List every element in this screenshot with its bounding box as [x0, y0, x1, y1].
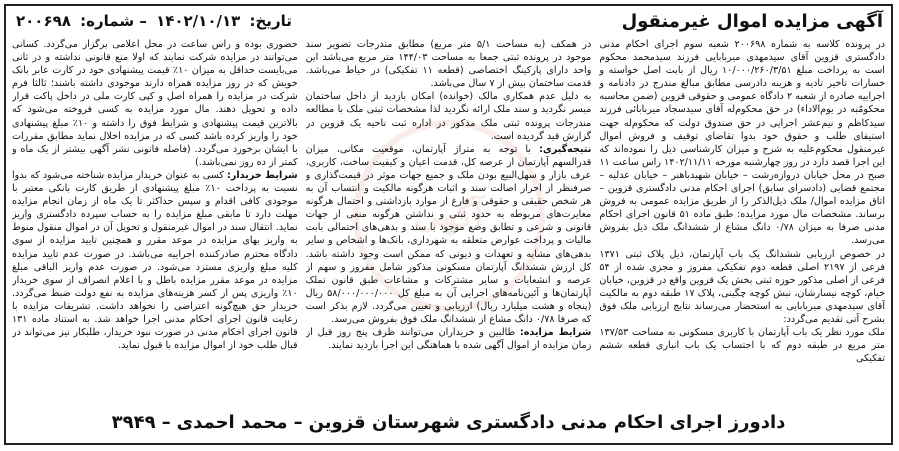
column-left: [12, 38, 298, 398]
paragraph: [306, 326, 592, 352]
notice-meta: [14, 12, 294, 30]
paragraph-text: کسی به عنوان خریدار مزایده شناخته می‌شود که بدوا نسبت به پرداخت ۱۰٪ مبلغ پیشنهادی از طریق کارت بانکی معتبر با موجودی کافی اقدام و سپس حداکثر تا یک ماه از زمان انجام مزایده مهلت دارد تا مابقی مبلغ مزایده را به حساب سپرده دادگستری واریز نماید. انتقال سند در اموال غیرمنقول و تحویل آن در اموال منقول منوط به واریز بهای مزایده در موعد مقرر و همچنین تایید مزایده از سوی دادگاه محترم صادرکننده اجراییه می‌باشد. در صورت عدم تایید مزایده کلیه مبلغ واریزی مسترد می‌شود. در صورت عدم واریز الباقی مبلغ مزایده در موعد مقرر مزایده باطل و با اعلام انصراف از سوی خریدار ۱۰٪ واریزی پس از کسر هزینه‌های مزایده به نفع دولت ضبط می‌گردد. خریدار حق هیچ‌گونه اعتراضی را نخواهد داشت. تشریفات مزایده با رعایت قانون اجرای احکام مدنی اجرا خواهد شد. به استناد ماده ۱۳۱ قانون اجرای احکام مدنی در صورت نبود خریدار، طلبکار نیز می‌تواند در قبال طلب خود از اموال مزایده با قبول نماید.: [11, 169, 298, 352]
paragraph: حضوری بوده و راس ساعت در محل اعلامی برگزار می‌گردد. کسانی می‌توانند در مزایده شرکت نمایند که اولا منع قانونی نداشته و در ثانی می‌بایست حداقل به میزان ۱۰٪ قیمت پیشنهادی خود در کارت عابر بانک خویش که در روز مزایده همراه دارند موجودی داشته باشند؛ ثالثا فرم شرکت در مزایده را همراه اصل و کپی کارت ملی در داخل پاکت قرار داده و تحویل دهند. مال مورد مزایده به کسی فروخته می‌شود که بالاترین قیمت پیشنهادی و شرایط فوق را داشته و ۱۰٪ مبلغ پیشنهادی خود را واریز کرده باشد کسی که در مزایده اخلال نماید مطابق مقررات با ایشان برخورد می‌گردد. (فاصله قانونی نشر آگهی بیشتر از یک ماه و کمتر از ده روز نمی‌باشد.): [11, 39, 298, 168]
number-label: – شماره:: [80, 12, 147, 30]
buyer-terms-heading: شرایط خریدار:: [227, 169, 298, 181]
date-value: ۱۴۰۲/۱۰/۱۳: [156, 12, 241, 30]
auction-notice: [4, 4, 893, 445]
auction-terms-heading: شرایط مزایده:: [519, 327, 592, 339]
paragraph: [12, 169, 298, 352]
paragraph: در همکف (به مساحت ۵/۱ متر مربع) مطابق مندرجات تصویر سند موجود در پرونده ثبتی جمعا به مساحت ۱۴۴/۰۳ متر مربع می‌باشد این واحد دارای پارکینگ اختصاصی (قطعه ۱۱ تفکیکی) در حیاط می‌باشد. قدمت ساختمان بیش از ۷ سال می‌باشد.: [305, 39, 592, 90]
paragraph: به دلیل عدم همکاری مالک (خوانده) امکان بازدید از داخل ساختمان میسر نگردید و سند ملک ارائه نگردید لذا مشخصات ثبتی ملک با مطالعه مندرجات پرونده ثبتی ملک مذکور در اداره ثبت ناحیه یک قزوین در گزارش قید گردیده است.: [305, 91, 592, 142]
separator: –: [161, 411, 171, 433]
signature-line: [6, 405, 891, 439]
notice-header: [6, 6, 891, 36]
notice-title: آگهی مزایده اموال غیرمنقول: [621, 10, 883, 32]
paragraph: در پرونده کلاسه به شماره ۲۰۰۶۹۸ شعبه سوم اجرای احکام مدنی دادگستری قزوین آقای سیدمهدی میربابایی فرزند سیدمحمد محکوم است به پرداخت مبلغ ۱۰/۰۰۰/۲۶۰/۳/۵۱ ریال از بابت اصل خواسته و خسارات تاخیر تادیه و هزینه دادرسی مطابق مبالغ مندرج در دادنامه و اجراییه صادره از شعبه ۲ دادگاه عمومی و حقوقی قزوین (ضمن محاسبه محکومٌبه در یوم‌الاداء) در حق محکوم‌له آقای سیدسجاد میربابائی فرزند سیدکاظم و نیم‌عشر اجرایی در حق صندوق دولت که محکوم‌له جهت استیفای طلب و حقوق خود بدوا تقاضای توقیف و فروش اموال غیرمنقول محکوم‌علیه به شرح و میزان کارشناسی ذیل را نموده‌اند که این اجرا قصد دارد در روز چهارشنبه مورخه ۱۴۰۲/۱۱/۱۱ راس ساعت ۱۱ صبح در محل خیابان دروازه‌رشت – خیابان شهیدباهنر – خیابان عدلیه – مجتمع قضایی (دادسرای سابق) اجرای احکام مدنی دادگستری قزوین – اتاق مزایده اموال/ ملک ذیل‌الذکر را از طریق مزایده عمومی به فروش برساند. مشخصات مال مورد مزایده: طبق ماده ۵۱ قانون اجرای احکام مدنی صرفا به میزان ۰/۷۸ دانگ مشاع از ششدانگ ملک ذیل بفروش می‌رسد.: [599, 39, 885, 247]
paragraph: [306, 143, 592, 326]
paragraph-text: طالبین و خریداران می‌توانند ظرف پنج روز قبل از زمان مزایده از اموال آگهی شده با هماهنگی این اجرا بازدید نمایند.: [305, 327, 592, 352]
signer-name: محمد احمدی: [176, 411, 288, 433]
signer-role: دادورز اجرای احکام مدنی دادگستری شهرستان قزوین: [308, 411, 786, 433]
watermark-text: آگهی: [413, 195, 484, 236]
paragraph: ملک مورد نظر یک باب آپارتمان با کاربری مسکونی به مساحت ۱۳۷/۵۳ متر مربع در طبقه دوم که با احتساب یک باب انباری قطعه ششم تفکیکی: [599, 327, 885, 365]
notice-code: ۳۹۴۹: [111, 411, 156, 433]
paragraph: در خصوص ارزیابی ششدانگ یک باب آپارتمان، ذیل پلاک ثبتی ۱۳۷۱ فرعی از ۲۱۹۷ اصلی قطعه دوم تفکیکی مفروز و مجزی شده از ۵۴ فرعی از اصلی مذکور حوزه ثبتی بخش یک قزوین واقع در قزوین، خیابان خیام، کوچه نیسارشان، نبش کوچه چگینی، پلاک ۱۷ طبقه دوم به مالکیت آقای سیدمهدی میربابایی به استحضار می‌رساند نتایج ارزیابی ملک فوق بشرح آتی تقدیم می‌گردد:: [599, 248, 885, 325]
conclusion-heading: نتیجه‌گیری:: [539, 143, 592, 155]
notice-body: [12, 38, 885, 398]
paragraph-text: با توجه به متراژ آپارتمان، موقعیت مکانی، میزان قدرالسهم آپارتمان از عرصه کل، قدمت اعیان و کیفیت ساخت، کاربری، عرف بازار و سهل‌البیع بودن ملک و جمیع جهات موثر در قیمت‌گذاری و صرفنظر از احراز اصالت سند و اثبات هرگونه مالکیت و انتساب آن به هر شخص حقیقی و حقوقی و فارغ از موارد بازداشتی و احتمال هرگونه مغایرت‌های مربوطه به حدود ثبتی و نداشتن هرگونه منعی از جهات قانونی و شرعی و تطابق وضع موجود با سند و بدهی‌های احتمالی بابت مالیات و پرداخت عوارض متعلقه به شهرداری، بانک‌ها و اشخاص و سایر بدهی‌های مشابه و تعهدات و دیونی که ممکن است وجود داشته باشد. کل ارزش ششدانگ آپارتمان مسکونی مذکور شامل مفروز و سهم از عرصه و انشعابات و سایر مشترکات و مشاعات طبق قانون تملک آپارتمان‌ها و آئین‌نامه‌های اجرایی آن به مبلغ کل ۵۸/۰۰۰/۰۰۰/۰۰۰ ریال (پنجاه و هشت میلیارد ریال) ارزیابی و تعیین می‌گردد. لازم بذکر است که صرفا ۰/۷۸ دانگ مشاع از ششدانگ ملک فوق بفروش می‌رسد.: [305, 143, 592, 325]
column-middle: [306, 38, 592, 398]
column-right: [599, 38, 885, 398]
number-value: ۲۰۰۶۹۸: [16, 12, 71, 30]
separator: –: [293, 411, 303, 433]
date-label: تاریخ:: [249, 12, 292, 30]
